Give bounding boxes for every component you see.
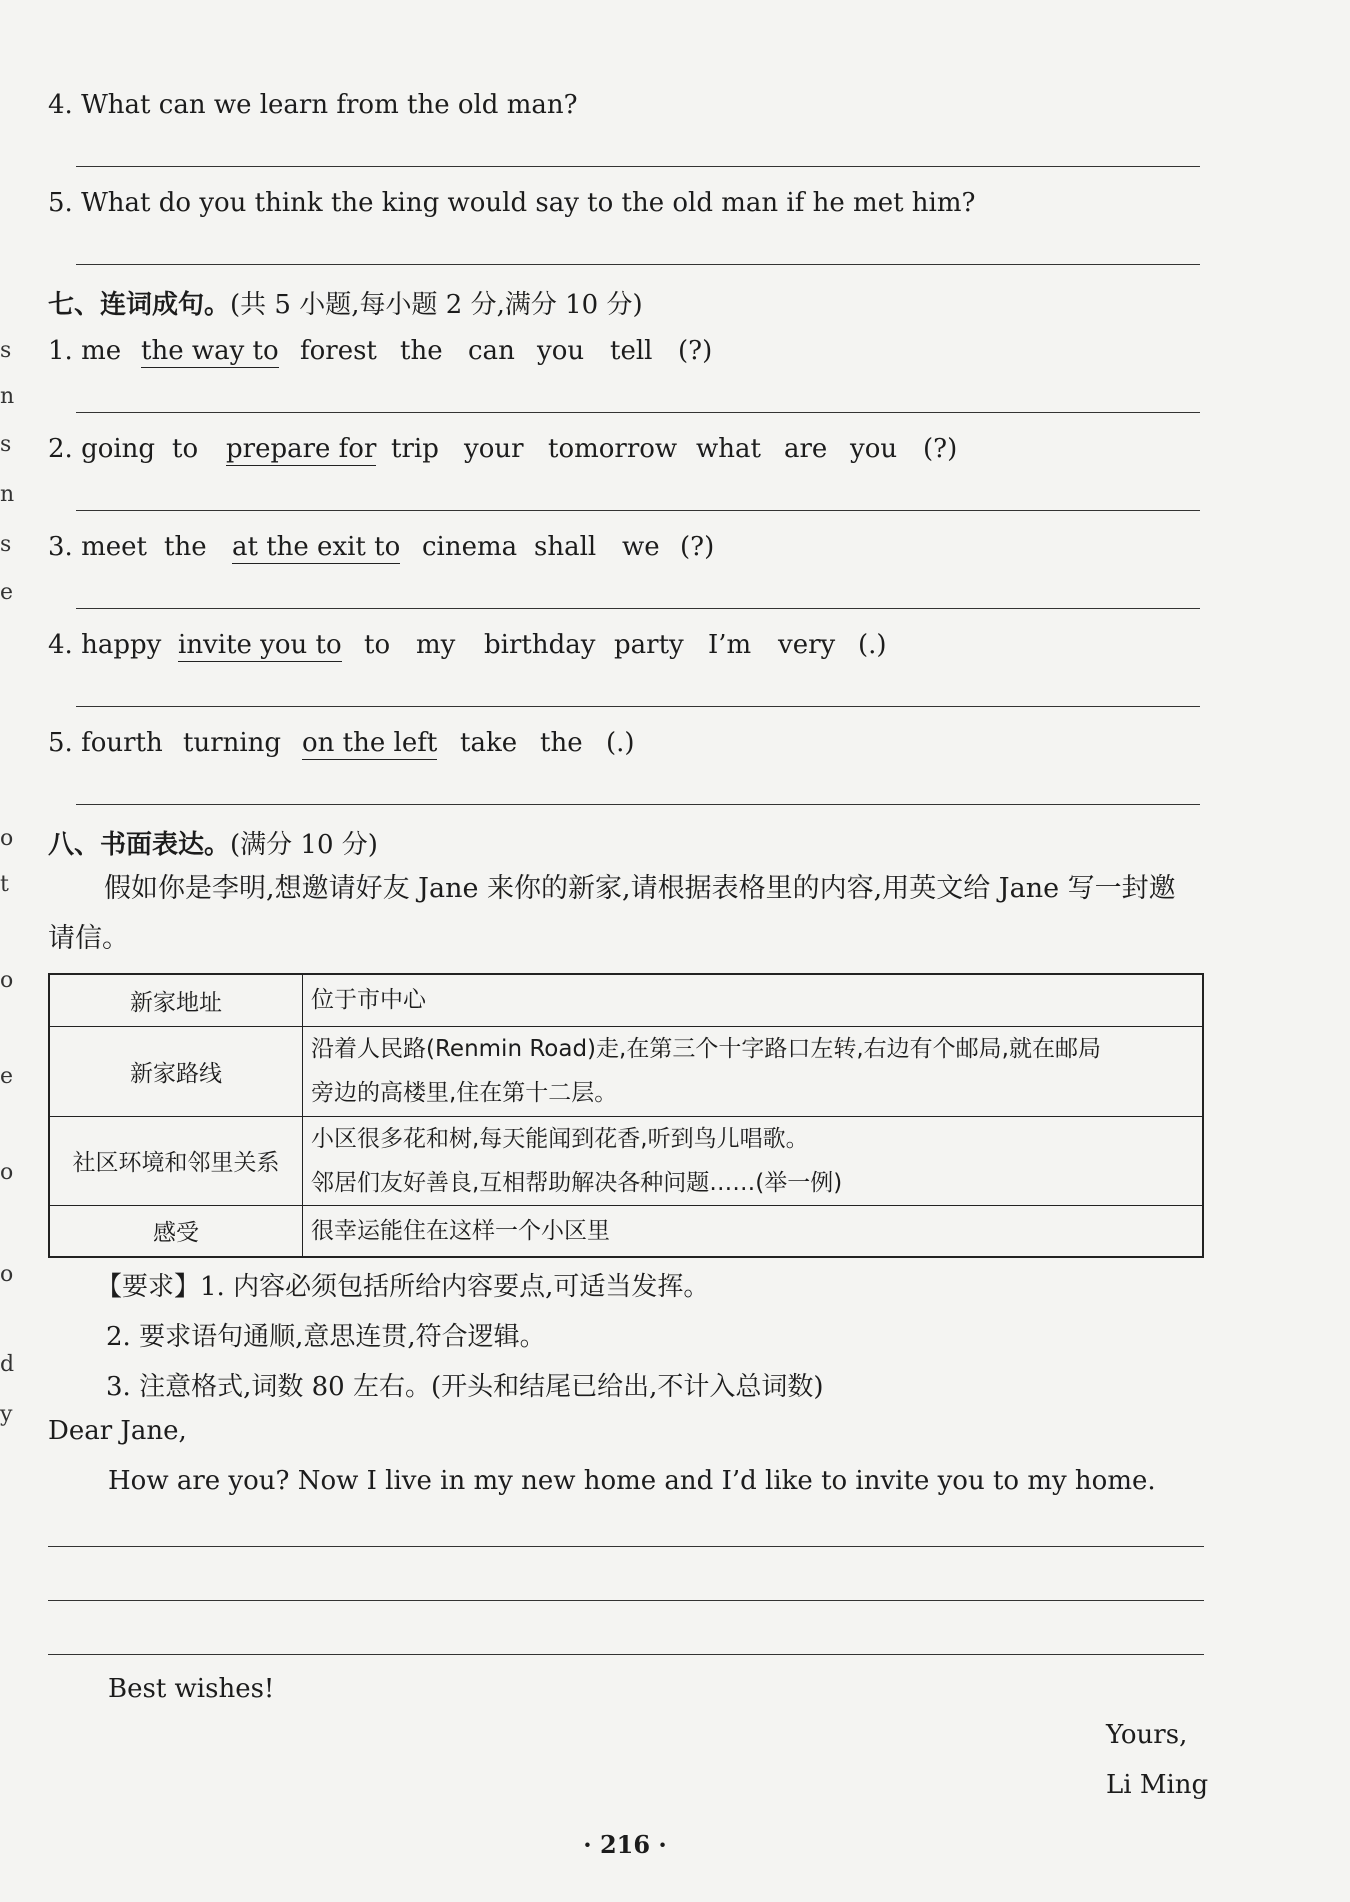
margin-letter: t <box>0 872 9 897</box>
table-key: 新家路线 <box>49 1026 303 1116</box>
margin-letter: y <box>0 1402 13 1427</box>
word: are <box>784 434 828 464</box>
answer-line <box>76 608 1200 609</box>
word: the <box>400 336 443 366</box>
letter-salutation: Dear Jane, <box>48 1416 187 1446</box>
word: 4. happy <box>48 630 162 660</box>
question-4: 4. What can we learn from the old man? <box>48 90 578 120</box>
margin-letter: n <box>0 384 15 409</box>
margin-letter: s <box>0 338 12 363</box>
word: what <box>696 434 761 464</box>
answer-line <box>76 166 1200 167</box>
table-key: 感受 <box>49 1205 303 1257</box>
info-table <box>48 973 1204 1258</box>
page-number: · 216 · <box>583 1830 667 1859</box>
word: (?) <box>678 336 713 366</box>
word: trip <box>391 434 439 464</box>
word: my <box>416 630 456 660</box>
word: turning <box>183 728 282 758</box>
scramble-item-1 <box>48 336 1198 370</box>
margin-letter: e <box>0 1064 14 1089</box>
word-phrase: at the exit to <box>232 532 401 562</box>
word: party <box>614 630 684 660</box>
word: 5. fourth <box>48 728 163 758</box>
word: tomorrow <box>548 434 678 464</box>
writing-line <box>48 1654 1204 1655</box>
requirement-1: 【要求】1. 内容必须包括所给内容要点,可适当发挥。 <box>96 1272 710 1302</box>
section-7-heading <box>48 284 643 321</box>
word: birthday <box>484 630 596 660</box>
word: 2. going <box>48 434 156 464</box>
answer-line <box>76 412 1200 413</box>
word: to <box>364 630 391 660</box>
word: the <box>164 532 207 562</box>
table-row <box>49 1116 1203 1205</box>
word: your <box>464 434 524 464</box>
section-7-title: 七、连词成句。 <box>48 290 231 320</box>
word-phrase: invite you to <box>178 630 342 660</box>
scramble-item-4 <box>48 630 1198 664</box>
table-row <box>49 1026 1203 1116</box>
table-key: 新家地址 <box>49 974 303 1026</box>
writing-line <box>48 1546 1204 1547</box>
word: (?) <box>923 434 958 464</box>
word: forest <box>300 336 377 366</box>
word: you <box>537 336 585 366</box>
answer-line <box>76 706 1200 707</box>
letter-closing: Best wishes! <box>108 1674 275 1704</box>
word: shall <box>534 532 597 562</box>
margin-letter: o <box>0 1262 14 1287</box>
word-phrase: prepare for <box>226 434 377 464</box>
table-key: 社区环境和邻里关系 <box>49 1116 303 1205</box>
margin-letter: s <box>0 532 12 557</box>
letter-name: Li Ming <box>1106 1770 1209 1800</box>
letter-signoff: Yours, <box>1106 1720 1188 1750</box>
table-value: 沿着人民路(Renmin Road)走,在第三个十字路口左转,右边有个邮局,就在邮局 旁边的高楼里,住在第十二层。 <box>303 1026 1204 1116</box>
word: 3. meet <box>48 532 147 562</box>
margin-letter: e <box>0 580 14 605</box>
word: the <box>540 728 583 758</box>
word: 1. me <box>48 336 122 366</box>
word: (.) <box>858 630 887 660</box>
answer-line <box>76 510 1200 511</box>
section-8-title: 八、书面表达。 <box>48 830 231 860</box>
table-row <box>49 974 1203 1026</box>
margin-letter: d <box>0 1352 15 1377</box>
scramble-item-5 <box>48 728 1198 762</box>
scramble-item-3 <box>48 532 1198 566</box>
word: you <box>850 434 898 464</box>
section-7-note: (共 5 小题,每小题 2 分,满分 10 分) <box>230 290 643 320</box>
letter-opening: How are you? Now I live in my new home and I’d like to invite you to my home. <box>108 1466 1156 1496</box>
word: cinema <box>422 532 518 562</box>
table-value: 小区很多花和树,每天能闻到花香,听到鸟儿唱歌。 邻居们友好善良,互相帮助解决各种问题……(举一例) <box>303 1116 1204 1205</box>
word: can <box>468 336 515 366</box>
word: to <box>172 434 199 464</box>
section-8-note: (满分 10 分) <box>230 830 378 860</box>
table-value: 很幸运能住在这样一个小区里 <box>303 1205 1204 1257</box>
margin-letter: o <box>0 1160 14 1185</box>
scramble-item-2 <box>48 434 1198 468</box>
word: take <box>460 728 518 758</box>
word-phrase: the way to <box>141 336 279 366</box>
word-phrase: on the left <box>302 728 438 758</box>
requirement-2: 2. 要求语句通顺,意思连贯,符合逻辑。 <box>106 1322 546 1352</box>
margin-letter: o <box>0 826 14 851</box>
writing-line <box>48 1600 1204 1601</box>
word: I’m <box>708 630 752 660</box>
table-value: 位于市中心 <box>303 974 1204 1026</box>
word: (.) <box>606 728 635 758</box>
margin-letter: o <box>0 968 14 993</box>
margin-letter: s <box>0 432 12 457</box>
writing-prompt: 假如你是李明,想邀请好友 Jane 来你的新家,请根据表格里的内容,用英文给 Jane 写一封邀请信。 <box>48 873 1176 954</box>
answer-line <box>76 804 1200 805</box>
question-5: 5. What do you think the king would say to the old man if he met him? <box>48 188 976 218</box>
word: tell <box>610 336 653 366</box>
word: (?) <box>680 532 715 562</box>
margin-letter: n <box>0 482 15 507</box>
word: we <box>622 532 660 562</box>
word: very <box>778 630 836 660</box>
requirement-3: 3. 注意格式,词数 80 左右。(开头和结尾已给出,不计入总词数) <box>106 1372 824 1402</box>
section-8-heading <box>48 824 378 861</box>
table-row <box>49 1205 1203 1257</box>
answer-line <box>76 264 1200 265</box>
